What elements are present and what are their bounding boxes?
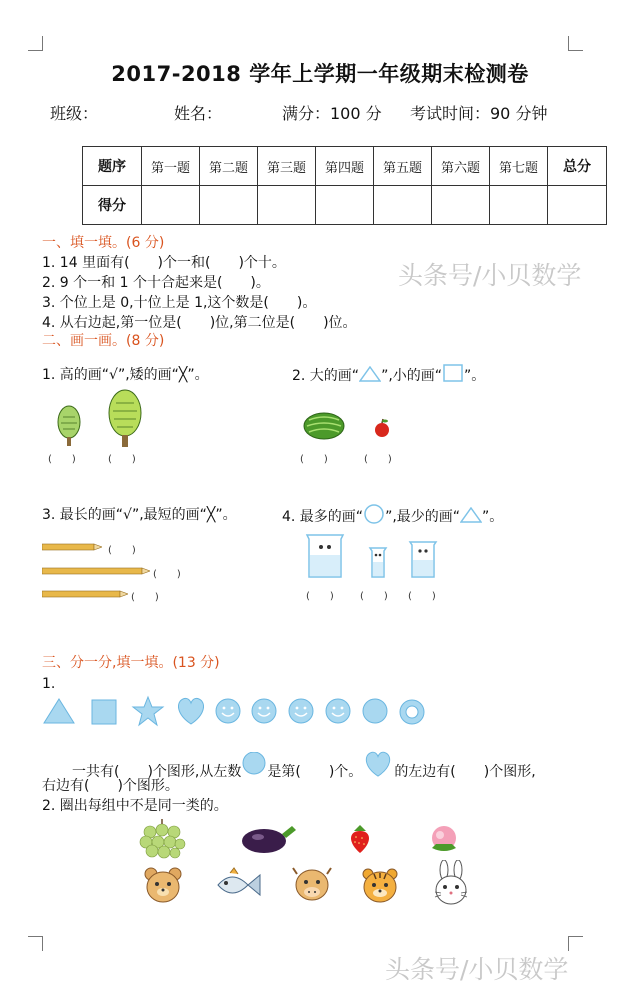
answer-blank[interactable]: ( ): [306, 591, 334, 602]
fish-image: [214, 867, 262, 903]
eggplant-image: [240, 820, 298, 856]
crop-mark-top-right: [568, 36, 583, 51]
triangle-icon: [460, 507, 482, 523]
crop-mark-bottom-right: [568, 936, 583, 951]
answer-blank[interactable]: ( ): [300, 454, 328, 465]
score-table-header: 第七题: [490, 147, 548, 186]
section3-q1-number: 1.: [42, 676, 56, 692]
star-shape: [131, 695, 165, 727]
grapes-image: [138, 818, 186, 860]
answer-blank[interactable]: ( ): [153, 569, 181, 580]
answer-blank[interactable]: ( ): [364, 454, 392, 465]
heart-shape: [174, 696, 208, 726]
section2-heading: 二、画一画。(8 分): [42, 333, 165, 349]
section3-q1-text-c: 的左边有( )个图形,: [394, 764, 536, 780]
score-table-header-row: [83, 147, 607, 186]
watermark: 头条号/小贝数学: [398, 261, 582, 290]
section3-q2: 2. 圈出每组中不是同一类的。: [42, 798, 228, 814]
ring-shape: [398, 698, 426, 726]
section2-q4-text-b: ”,最少的画“: [385, 509, 461, 525]
crop-mark-top-left: [28, 36, 43, 51]
score-table-header: 第一题: [142, 147, 200, 186]
section2-q2-text-b: ”,小的画“: [381, 368, 443, 384]
answer-blank[interactable]: ( ): [108, 545, 136, 556]
answer-blank[interactable]: ( ): [131, 592, 159, 603]
score-table-header: 第三题: [258, 147, 316, 186]
smiley-face-shape: [287, 697, 315, 725]
score-cell[interactable]: [200, 186, 258, 225]
square-icon: [442, 364, 464, 382]
score-cell[interactable]: [258, 186, 316, 225]
score-cell[interactable]: [374, 186, 432, 225]
answer-blank[interactable]: ( ): [360, 591, 388, 602]
section1-q1: 1. 14 里面有( )个一和( )个十。: [42, 255, 286, 271]
pencil-long-image: [42, 590, 128, 598]
score-table-header: 第六题: [432, 147, 490, 186]
section1-q2: 2. 9 个一和 1 个十合起来是( )。: [42, 275, 270, 291]
section1-q3: 3. 个位上是 0,十位上是 1,这个数是( )。: [42, 295, 317, 311]
score-table-header: 题序: [83, 147, 142, 186]
section2-q4-text-a: 4. 最多的画“: [282, 509, 364, 525]
crop-mark-bottom-left: [28, 936, 43, 951]
square-shape: [90, 698, 118, 726]
section1-heading: 一、填一填。(6 分): [42, 235, 165, 251]
answer-blank[interactable]: ( ): [48, 454, 76, 465]
time-label: 考试时间：90 分钟: [410, 104, 548, 123]
tiger-face-image: [360, 866, 400, 904]
score-table-header: 第五题: [374, 147, 432, 186]
bear-face-image: [143, 866, 183, 904]
score-cell[interactable]: [548, 186, 607, 225]
smiley-face-shape: [214, 697, 242, 725]
small-beaker-image: [368, 546, 388, 579]
section2-q2-text-a: 2. 大的画“: [292, 368, 360, 384]
score-cell[interactable]: [432, 186, 490, 225]
heart-shape-inline: [362, 750, 394, 778]
section2-q4: [282, 504, 503, 526]
section1-q4: 4. 从右边起,第一位是( )位,第二位是( )位。: [42, 315, 357, 331]
score-table-header: 总分: [548, 147, 607, 186]
score-cell[interactable]: [142, 186, 200, 225]
score-table-header: 第二题: [200, 147, 258, 186]
triangle-icon: [359, 366, 381, 382]
smiley-face-shape: [324, 697, 352, 725]
watermelon-image: [303, 412, 345, 440]
section2-q2-text-c: ”。: [464, 368, 486, 384]
large-beaker-image: [305, 533, 345, 579]
medium-beaker-image: [408, 540, 438, 579]
name-label: 姓名：: [174, 104, 223, 123]
circle-shape: [361, 697, 389, 725]
answer-blank[interactable]: ( ): [408, 591, 436, 602]
triangle-shape: [42, 697, 76, 725]
score-cell[interactable]: [490, 186, 548, 225]
pencil-longest-image: [42, 567, 150, 575]
page-title: 2017-2018 学年上学期一年级期末检测卷: [111, 62, 529, 86]
smiley-face-shape: [250, 697, 278, 725]
section3-heading: 三、分一分,填一填。(13 分): [42, 655, 220, 671]
section3-q1-text-d: 右边有( )个图形。: [42, 778, 179, 794]
answer-blank[interactable]: ( ): [108, 454, 136, 465]
strawberry-image: [346, 823, 374, 855]
apple-image: [373, 418, 391, 438]
score-table-score-row: [83, 186, 607, 225]
pencil-medium-image: [42, 543, 102, 551]
score-table-header: 第四题: [316, 147, 374, 186]
section2-q1: 1. 高的画“√”,矮的画“╳”。: [42, 367, 209, 383]
watermark: 头条号/小贝数学: [385, 955, 569, 984]
peach-image: [428, 822, 460, 856]
tall-tree-image: [106, 389, 144, 447]
score-row-label: 得分: [83, 186, 142, 225]
section3-q1-text-a: 一共有( )个图形,从左数: [72, 764, 242, 780]
cow-face-image: [291, 866, 333, 904]
section2-q2: [292, 364, 485, 385]
score-label: 满分：100 分: [282, 104, 382, 123]
section2-q3: 3. 最长的画“√”,最短的画“╳”。: [42, 507, 237, 523]
section2-q4-text-c: ”。: [482, 509, 504, 525]
circle-shape-inline: [241, 752, 267, 778]
rabbit-face-image: [431, 860, 471, 906]
section3-q1-text-b: 是第( )个。: [267, 764, 363, 780]
score-table: [82, 146, 607, 225]
short-tree-image: [55, 405, 83, 447]
class-label: 班级：: [50, 104, 99, 123]
circle-icon: [363, 504, 385, 524]
score-cell[interactable]: [316, 186, 374, 225]
